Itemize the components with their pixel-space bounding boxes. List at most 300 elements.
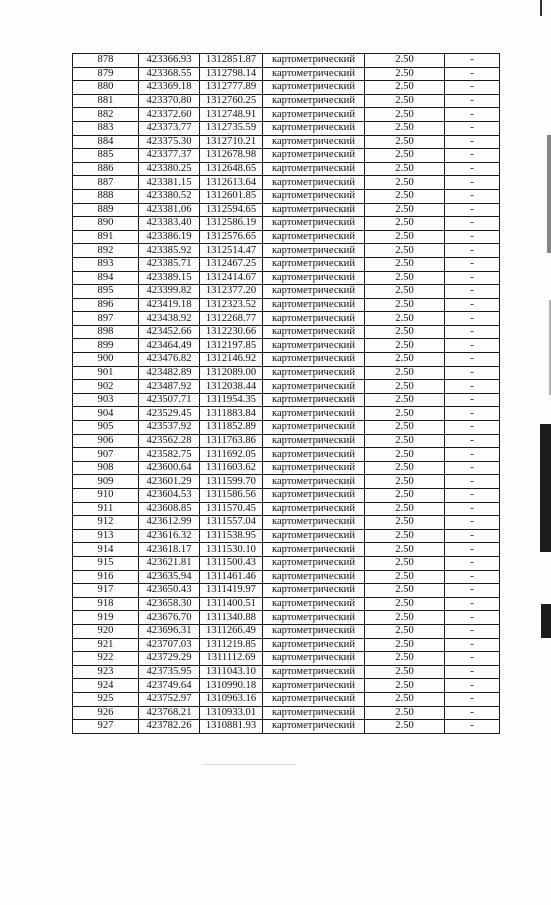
x-coordinate-cell: 423621.81 [139, 556, 200, 570]
accuracy-cell: 2.50 [365, 584, 445, 598]
note-cell: - [445, 339, 500, 353]
accuracy-cell: 2.50 [365, 353, 445, 367]
x-coordinate-cell: 423768.21 [139, 706, 200, 720]
x-coordinate-cell: 423366.93 [139, 54, 200, 68]
note-cell: - [445, 665, 500, 679]
method-cell: картометрический [263, 271, 365, 285]
table-row [73, 652, 500, 666]
point-number-cell: 923 [73, 665, 139, 679]
y-coordinate-cell: 1312089.00 [200, 366, 263, 380]
point-number-cell: 880 [73, 81, 139, 95]
method-cell: картометрический [263, 176, 365, 190]
method-cell: картометрический [263, 217, 365, 231]
note-cell: - [445, 624, 500, 638]
point-number-cell: 925 [73, 692, 139, 706]
note-cell: - [445, 257, 500, 271]
y-coordinate-cell: 1311603.62 [200, 461, 263, 475]
point-number-cell: 886 [73, 162, 139, 176]
accuracy-cell: 2.50 [365, 149, 445, 163]
note-cell: - [445, 692, 500, 706]
y-coordinate-cell: 1312514.47 [200, 244, 263, 258]
table-row [73, 353, 500, 367]
method-cell: картометрический [263, 339, 365, 353]
accuracy-cell: 2.50 [365, 692, 445, 706]
y-coordinate-cell: 1312735.59 [200, 121, 263, 135]
x-coordinate-cell: 423370.80 [139, 94, 200, 108]
x-coordinate-cell: 423389.15 [139, 271, 200, 285]
y-coordinate-cell: 1312760.25 [200, 94, 263, 108]
accuracy-cell: 2.50 [365, 611, 445, 625]
y-coordinate-cell: 1312798.14 [200, 67, 263, 81]
point-number-cell: 918 [73, 597, 139, 611]
point-number-cell: 904 [73, 407, 139, 421]
table-row [73, 407, 500, 421]
note-cell: - [445, 393, 500, 407]
point-number-cell: 902 [73, 380, 139, 394]
table-row [73, 679, 500, 693]
note-cell: - [445, 652, 500, 666]
point-number-cell: 905 [73, 421, 139, 435]
note-cell: - [445, 597, 500, 611]
x-coordinate-cell: 423537.92 [139, 421, 200, 435]
x-coordinate-cell: 423608.85 [139, 502, 200, 516]
faint-scan-line [204, 764, 296, 765]
note-cell: - [445, 543, 500, 557]
point-number-cell: 881 [73, 94, 139, 108]
note-cell: - [445, 54, 500, 68]
point-number-cell: 883 [73, 121, 139, 135]
accuracy-cell: 2.50 [365, 108, 445, 122]
accuracy-cell: 2.50 [365, 679, 445, 693]
accuracy-cell: 2.50 [365, 339, 445, 353]
accuracy-cell: 2.50 [365, 720, 445, 734]
x-coordinate-cell: 423529.45 [139, 407, 200, 421]
point-number-cell: 899 [73, 339, 139, 353]
table-row [73, 624, 500, 638]
accuracy-cell: 2.50 [365, 81, 445, 95]
accuracy-cell: 2.50 [365, 298, 445, 312]
accuracy-cell: 2.50 [365, 556, 445, 570]
note-cell: - [445, 67, 500, 81]
method-cell: картометрический [263, 298, 365, 312]
accuracy-cell: 2.50 [365, 366, 445, 380]
note-cell: - [445, 448, 500, 462]
x-coordinate-cell: 423752.97 [139, 692, 200, 706]
x-coordinate-cell: 423487.92 [139, 380, 200, 394]
point-number-cell: 896 [73, 298, 139, 312]
accuracy-cell: 2.50 [365, 448, 445, 462]
method-cell: картометрический [263, 597, 365, 611]
method-cell: картометрический [263, 244, 365, 258]
method-cell: картометрический [263, 570, 365, 584]
y-coordinate-cell: 1311883.84 [200, 407, 263, 421]
y-coordinate-cell: 1311586.56 [200, 489, 263, 503]
x-coordinate-cell: 423438.92 [139, 312, 200, 326]
table-row [73, 434, 500, 448]
y-coordinate-cell: 1311266.49 [200, 624, 263, 638]
note-cell: - [445, 135, 500, 149]
table-row [73, 339, 500, 353]
point-number-cell: 892 [73, 244, 139, 258]
note-cell: - [445, 516, 500, 530]
x-coordinate-cell: 423399.82 [139, 285, 200, 299]
method-cell: картометрический [263, 121, 365, 135]
method-cell: картометрический [263, 162, 365, 176]
table-row [73, 692, 500, 706]
point-number-cell: 917 [73, 584, 139, 598]
point-number-cell: 915 [73, 556, 139, 570]
accuracy-cell: 2.50 [365, 312, 445, 326]
note-cell: - [445, 570, 500, 584]
accuracy-cell: 2.50 [365, 380, 445, 394]
point-number-cell: 897 [73, 312, 139, 326]
point-number-cell: 922 [73, 652, 139, 666]
accuracy-cell: 2.50 [365, 489, 445, 503]
note-cell: - [445, 189, 500, 203]
point-number-cell: 890 [73, 217, 139, 231]
x-coordinate-cell: 423616.32 [139, 529, 200, 543]
table-row [73, 135, 500, 149]
note-cell: - [445, 176, 500, 190]
method-cell: картометрический [263, 584, 365, 598]
x-coordinate-cell: 423377.37 [139, 149, 200, 163]
point-number-cell: 878 [73, 54, 139, 68]
accuracy-cell: 2.50 [365, 285, 445, 299]
accuracy-cell: 2.50 [365, 407, 445, 421]
y-coordinate-cell: 1311557.04 [200, 516, 263, 530]
note-cell: - [445, 121, 500, 135]
note-cell: - [445, 298, 500, 312]
note-cell: - [445, 421, 500, 435]
accuracy-cell: 2.50 [365, 502, 445, 516]
y-coordinate-cell: 1312414.67 [200, 271, 263, 285]
note-cell: - [445, 584, 500, 598]
y-coordinate-cell: 1312648.65 [200, 162, 263, 176]
table-row [73, 271, 500, 285]
x-coordinate-cell: 423380.25 [139, 162, 200, 176]
x-coordinate-cell: 423464.49 [139, 339, 200, 353]
y-coordinate-cell: 1311400.51 [200, 597, 263, 611]
method-cell: картометрический [263, 149, 365, 163]
note-cell: - [445, 556, 500, 570]
y-coordinate-cell: 1312748.91 [200, 108, 263, 122]
table-row [73, 121, 500, 135]
y-coordinate-cell: 1312678.98 [200, 149, 263, 163]
y-coordinate-cell: 1311570.45 [200, 502, 263, 516]
accuracy-cell: 2.50 [365, 94, 445, 108]
y-coordinate-cell: 1312777.89 [200, 81, 263, 95]
table-row [73, 556, 500, 570]
point-number-cell: 912 [73, 516, 139, 530]
note-cell: - [445, 162, 500, 176]
y-coordinate-cell: 1310990.18 [200, 679, 263, 693]
x-coordinate-cell: 423380.52 [139, 189, 200, 203]
y-coordinate-cell: 1311219.85 [200, 638, 263, 652]
accuracy-cell: 2.50 [365, 570, 445, 584]
point-number-cell: 893 [73, 257, 139, 271]
note-cell: - [445, 720, 500, 734]
y-coordinate-cell: 1311340.88 [200, 611, 263, 625]
method-cell: картометрический [263, 393, 365, 407]
y-coordinate-cell: 1311538.95 [200, 529, 263, 543]
point-number-cell: 888 [73, 189, 139, 203]
coordinates-table-body [73, 54, 500, 734]
accuracy-cell: 2.50 [365, 421, 445, 435]
point-number-cell: 891 [73, 230, 139, 244]
note-cell: - [445, 203, 500, 217]
method-cell: картометрический [263, 543, 365, 557]
table-row [73, 570, 500, 584]
accuracy-cell: 2.50 [365, 257, 445, 271]
table-row [73, 597, 500, 611]
method-cell: картометрический [263, 665, 365, 679]
table-row [73, 502, 500, 516]
x-coordinate-cell: 423696.31 [139, 624, 200, 638]
table-row [73, 393, 500, 407]
x-coordinate-cell: 423373.77 [139, 121, 200, 135]
y-coordinate-cell: 1310933.01 [200, 706, 263, 720]
y-coordinate-cell: 1312613.64 [200, 176, 263, 190]
accuracy-cell: 2.50 [365, 597, 445, 611]
y-coordinate-cell: 1312576.65 [200, 230, 263, 244]
accuracy-cell: 2.50 [365, 624, 445, 638]
accuracy-cell: 2.50 [365, 217, 445, 231]
note-cell: - [445, 366, 500, 380]
table-row [73, 706, 500, 720]
note-cell: - [445, 679, 500, 693]
point-number-cell: 920 [73, 624, 139, 638]
point-number-cell: 887 [73, 176, 139, 190]
table-row [73, 516, 500, 530]
y-coordinate-cell: 1312323.52 [200, 298, 263, 312]
method-cell: картометрический [263, 81, 365, 95]
x-coordinate-cell: 423735.95 [139, 665, 200, 679]
accuracy-cell: 2.50 [365, 434, 445, 448]
note-cell: - [445, 502, 500, 516]
point-number-cell: 911 [73, 502, 139, 516]
method-cell: картометрический [263, 679, 365, 693]
point-number-cell: 907 [73, 448, 139, 462]
table-row [73, 366, 500, 380]
point-number-cell: 926 [73, 706, 139, 720]
y-coordinate-cell: 1311112.69 [200, 652, 263, 666]
note-cell: - [445, 81, 500, 95]
method-cell: картометрический [263, 54, 365, 68]
scan-artifact [540, 0, 542, 16]
accuracy-cell: 2.50 [365, 189, 445, 203]
table-row [73, 489, 500, 503]
table-row [73, 325, 500, 339]
accuracy-cell: 2.50 [365, 638, 445, 652]
table-row [73, 230, 500, 244]
point-number-cell: 884 [73, 135, 139, 149]
scan-artifact [540, 424, 551, 552]
point-number-cell: 898 [73, 325, 139, 339]
table-row [73, 244, 500, 258]
x-coordinate-cell: 423612.99 [139, 516, 200, 530]
accuracy-cell: 2.50 [365, 475, 445, 489]
y-coordinate-cell: 1312377.20 [200, 285, 263, 299]
table-row [73, 380, 500, 394]
x-coordinate-cell: 423618.17 [139, 543, 200, 557]
note-cell: - [445, 217, 500, 231]
accuracy-cell: 2.50 [365, 652, 445, 666]
accuracy-cell: 2.50 [365, 516, 445, 530]
x-coordinate-cell: 423372.60 [139, 108, 200, 122]
x-coordinate-cell: 423635.94 [139, 570, 200, 584]
point-number-cell: 895 [73, 285, 139, 299]
method-cell: картометрический [263, 475, 365, 489]
y-coordinate-cell: 1310881.93 [200, 720, 263, 734]
accuracy-cell: 2.50 [365, 230, 445, 244]
method-cell: картометрический [263, 502, 365, 516]
method-cell: картометрический [263, 94, 365, 108]
method-cell: картометрический [263, 380, 365, 394]
y-coordinate-cell: 1312197.85 [200, 339, 263, 353]
table-row [73, 611, 500, 625]
x-coordinate-cell: 423383.40 [139, 217, 200, 231]
table-row [73, 217, 500, 231]
point-number-cell: 919 [73, 611, 139, 625]
y-coordinate-cell: 1311599.70 [200, 475, 263, 489]
accuracy-cell: 2.50 [365, 54, 445, 68]
point-number-cell: 924 [73, 679, 139, 693]
note-cell: - [445, 325, 500, 339]
point-number-cell: 889 [73, 203, 139, 217]
note-cell: - [445, 461, 500, 475]
table-row [73, 421, 500, 435]
point-number-cell: 906 [73, 434, 139, 448]
note-cell: - [445, 434, 500, 448]
y-coordinate-cell: 1312710.21 [200, 135, 263, 149]
y-coordinate-cell: 1311043.10 [200, 665, 263, 679]
accuracy-cell: 2.50 [365, 135, 445, 149]
method-cell: картометрический [263, 108, 365, 122]
method-cell: картометрический [263, 203, 365, 217]
table-row [73, 189, 500, 203]
method-cell: картометрический [263, 624, 365, 638]
point-number-cell: 921 [73, 638, 139, 652]
note-cell: - [445, 475, 500, 489]
note-cell: - [445, 94, 500, 108]
note-cell: - [445, 244, 500, 258]
note-cell: - [445, 285, 500, 299]
x-coordinate-cell: 423385.71 [139, 257, 200, 271]
y-coordinate-cell: 1312851.87 [200, 54, 263, 68]
x-coordinate-cell: 423385.92 [139, 244, 200, 258]
x-coordinate-cell: 423368.55 [139, 67, 200, 81]
note-cell: - [445, 271, 500, 285]
y-coordinate-cell: 1312586.19 [200, 217, 263, 231]
x-coordinate-cell: 423729.29 [139, 652, 200, 666]
x-coordinate-cell: 423507.71 [139, 393, 200, 407]
method-cell: картометрический [263, 285, 365, 299]
method-cell: картометрический [263, 353, 365, 367]
point-number-cell: 882 [73, 108, 139, 122]
accuracy-cell: 2.50 [365, 543, 445, 557]
table-row [73, 162, 500, 176]
y-coordinate-cell: 1312601.85 [200, 189, 263, 203]
x-coordinate-cell: 423582.75 [139, 448, 200, 462]
table-row [73, 81, 500, 95]
scan-artifact [541, 604, 551, 638]
point-number-cell: 901 [73, 366, 139, 380]
scan-artifact [547, 135, 551, 253]
note-cell: - [445, 638, 500, 652]
method-cell: картометрический [263, 516, 365, 530]
y-coordinate-cell: 1312268.77 [200, 312, 263, 326]
x-coordinate-cell: 423650.43 [139, 584, 200, 598]
method-cell: картометрический [263, 448, 365, 462]
x-coordinate-cell: 423419.18 [139, 298, 200, 312]
table-row [73, 584, 500, 598]
table-row [73, 203, 500, 217]
point-number-cell: 894 [73, 271, 139, 285]
x-coordinate-cell: 423601.29 [139, 475, 200, 489]
accuracy-cell: 2.50 [365, 706, 445, 720]
x-coordinate-cell: 423676.70 [139, 611, 200, 625]
method-cell: картометрический [263, 135, 365, 149]
note-cell: - [445, 149, 500, 163]
note-cell: - [445, 611, 500, 625]
coordinates-table [72, 53, 500, 734]
note-cell: - [445, 489, 500, 503]
y-coordinate-cell: 1311461.46 [200, 570, 263, 584]
x-coordinate-cell: 423562.28 [139, 434, 200, 448]
x-coordinate-cell: 423604.53 [139, 489, 200, 503]
x-coordinate-cell: 423476.82 [139, 353, 200, 367]
point-number-cell: 885 [73, 149, 139, 163]
method-cell: картометрический [263, 325, 365, 339]
x-coordinate-cell: 423375.30 [139, 135, 200, 149]
point-number-cell: 909 [73, 475, 139, 489]
note-cell: - [445, 230, 500, 244]
table-row [73, 720, 500, 734]
y-coordinate-cell: 1311419.97 [200, 584, 263, 598]
table-row [73, 529, 500, 543]
x-coordinate-cell: 423369.18 [139, 81, 200, 95]
method-cell: картометрический [263, 230, 365, 244]
point-number-cell: 910 [73, 489, 139, 503]
method-cell: картометрический [263, 461, 365, 475]
method-cell: картометрический [263, 720, 365, 734]
table-row [73, 448, 500, 462]
method-cell: картометрический [263, 366, 365, 380]
method-cell: картометрический [263, 67, 365, 81]
method-cell: картометрический [263, 434, 365, 448]
method-cell: картометрический [263, 706, 365, 720]
method-cell: картометрический [263, 421, 365, 435]
point-number-cell: 914 [73, 543, 139, 557]
y-coordinate-cell: 1312230.66 [200, 325, 263, 339]
x-coordinate-cell: 423600.64 [139, 461, 200, 475]
point-number-cell: 900 [73, 353, 139, 367]
table-row [73, 638, 500, 652]
note-cell: - [445, 529, 500, 543]
method-cell: картометрический [263, 312, 365, 326]
method-cell: картометрический [263, 692, 365, 706]
table-row [73, 461, 500, 475]
y-coordinate-cell: 1311763.86 [200, 434, 263, 448]
table-row [73, 149, 500, 163]
point-number-cell: 913 [73, 529, 139, 543]
table-row [73, 67, 500, 81]
table-row [73, 54, 500, 68]
y-coordinate-cell: 1311852.89 [200, 421, 263, 435]
note-cell: - [445, 706, 500, 720]
point-number-cell: 916 [73, 570, 139, 584]
table-row [73, 108, 500, 122]
